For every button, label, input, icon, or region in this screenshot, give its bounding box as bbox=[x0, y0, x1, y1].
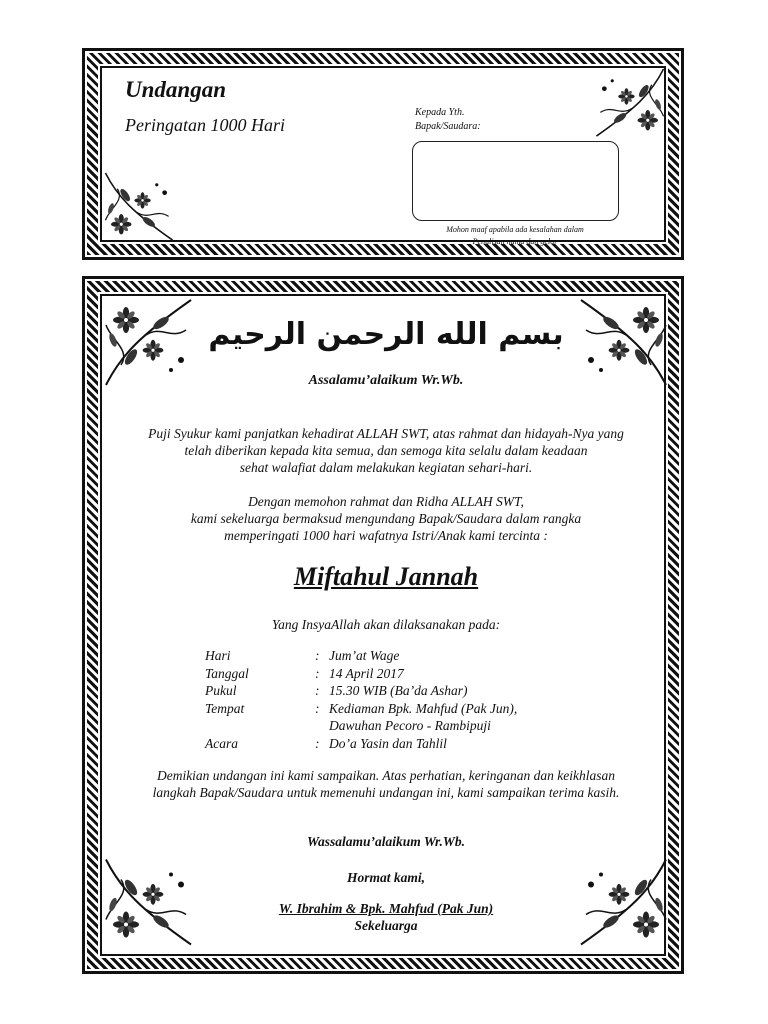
detail-value: Do’a Yasin dan Tahlil bbox=[329, 735, 447, 751]
paragraph-line: Dengan memohon rahmat dan Ridha ALLAH SWT, bbox=[248, 494, 524, 509]
paragraph-line: kami sekeluarga bermaksud mengundang Bapak/Saudara dalam rangka bbox=[190, 511, 582, 526]
paragraph-line: telah diberikan kepada kita semua, dan semoga kita selalu dalam keadaan bbox=[184, 443, 588, 458]
paragraph-line: langkah Bapak/Saudara untuk memenuhi undangan ini, kami sampaikan terima kasih. bbox=[152, 785, 620, 800]
paragraph-invitation bbox=[85, 493, 687, 544]
detail-separator bbox=[315, 717, 329, 735]
detail-row bbox=[205, 665, 517, 683]
invitation-letter bbox=[82, 276, 684, 974]
recipient-line-1: Kepada Yth. bbox=[415, 107, 465, 118]
apology-note-line-1: Mohon maaf apabila ada kesalahan dalam bbox=[446, 225, 584, 234]
detail-label: Acara bbox=[205, 735, 238, 751]
detail-value: 15.30 WIB (Ba’da Ashar) bbox=[329, 683, 468, 698]
detail-separator: : bbox=[315, 665, 320, 681]
detail-label: Hari bbox=[205, 648, 231, 663]
address-box bbox=[412, 141, 619, 221]
detail-label: Tanggal bbox=[205, 665, 249, 681]
detail-row bbox=[205, 682, 517, 700]
apology-note bbox=[415, 224, 615, 248]
detail-separator: : bbox=[315, 700, 320, 716]
detail-value: Jum’at Wage bbox=[329, 648, 400, 663]
detail-value: Kediaman Bpk. Mahfud (Pak Jun), bbox=[329, 700, 518, 716]
envelope-title: Undangan bbox=[125, 77, 226, 102]
detail-separator: : bbox=[315, 735, 320, 751]
closing-greeting: Wassalamu’alaikum Wr.Wb. bbox=[307, 834, 465, 849]
detail-separator: : bbox=[315, 648, 320, 663]
bismillah-text: بسم الله الرحمن الرحيم bbox=[208, 317, 564, 352]
event-intro: Yang InsyaAllah akan dilaksanakan pada: bbox=[271, 617, 501, 632]
event-details bbox=[205, 647, 517, 752]
paragraph-line: Puji Syukur kami panjatkan kehadirat ALLAH SWT, atas rahmat dan hidayah-Nya yang bbox=[148, 426, 624, 441]
deceased-name: Miftahul Jannah bbox=[293, 562, 479, 591]
bismillah-calligraphy bbox=[85, 317, 687, 352]
regards: Hormat kami, bbox=[346, 870, 425, 885]
floral-ornament-icon bbox=[99, 169, 179, 244]
detail-row bbox=[205, 735, 517, 753]
paragraph-gratitude bbox=[85, 425, 687, 476]
detail-row bbox=[205, 647, 517, 665]
apology-note-line-2: Penulisan nama dan gelar bbox=[472, 237, 558, 246]
detail-label bbox=[205, 717, 315, 735]
detail-label: Tempat bbox=[205, 700, 245, 716]
envelope-card bbox=[82, 48, 684, 260]
floral-ornament-icon bbox=[590, 65, 670, 140]
detail-label: Pukul bbox=[205, 683, 237, 698]
detail-value: Dawuhan Pecoro - Rambipuji bbox=[329, 718, 491, 733]
greeting: Assalamu’alaikum Wr.Wb. bbox=[308, 373, 464, 388]
paragraph-line: sehat walafiat dalam melakukan kegiatan sehari-hari. bbox=[239, 460, 533, 475]
signer-name: W. Ibrahim & Bpk. Mahfud (Pak Jun) bbox=[278, 901, 494, 916]
detail-row bbox=[205, 700, 517, 718]
paragraph-closing bbox=[85, 767, 687, 801]
envelope-subtitle: Peringatan 1000 Hari bbox=[125, 115, 285, 135]
detail-value: 14 April 2017 bbox=[329, 665, 404, 681]
recipient-label bbox=[415, 106, 481, 134]
detail-row bbox=[205, 717, 517, 735]
signer-family: Sekeluarga bbox=[354, 918, 418, 933]
paragraph-line: Demikian undangan ini kami sampaikan. Atas perhatian, keringanan dan keikhlasan bbox=[156, 768, 616, 783]
recipient-line-2: Bapak/Saudara: bbox=[415, 121, 481, 132]
detail-separator: : bbox=[315, 683, 320, 698]
paragraph-line: memperingati 1000 hari wafatnya Istri/Anak kami tercinta : bbox=[224, 528, 548, 543]
